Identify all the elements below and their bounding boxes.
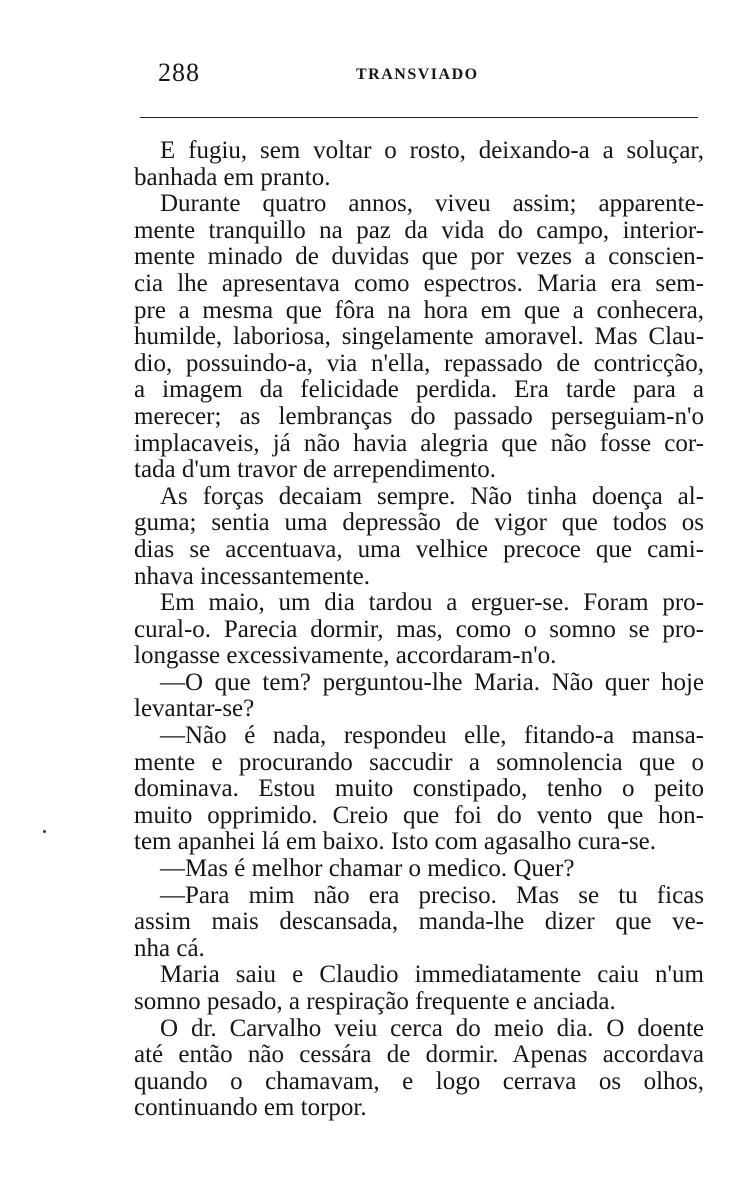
text-line: assim mais descansada, manda-lhe dizer que ve- [134,908,704,936]
running-head [158,58,698,92]
text-line: até então não cessára de dormir. Apenas accordava [134,1041,704,1069]
text-line: guma; sentia uma depressão de vigor que todos os [134,509,704,537]
page-number: 288 [158,58,200,87]
text-line: dominava. Estou muito constipado, tenho o peito [134,775,704,803]
header-rule [140,117,698,118]
text-line: quando o chamavam, e logo cerrava os olhos, [134,1067,704,1095]
text-line: mente tranquillo na paz da vida do campo, interior- [134,216,704,244]
text-line: humilde, laboriosa, singelamente amoravel. Mas Clau- [134,323,704,351]
text-line: continuando em torpor. [134,1094,367,1122]
text-line: muito opprimido. Creio que foi do vento que hon- [134,801,704,829]
text-line: pre a mesma que fôra na hora em que a conhecera, [134,296,704,324]
text-line: merecer; as lembranças do passado perseguiam-n'o [134,402,704,430]
text-line: dias se accentuava, uma velhice precoce que cami- [134,535,704,563]
text-line: mente e procurando saccudir a somnolencia que o [134,748,704,776]
text-line: mente minado de duvidas que por vezes a conscien- [134,243,704,271]
text-line: tada d'um travor de arrependimento. [134,456,496,484]
text-line: tem apanhei lá em baixo. Isto com agasalho cura-se. [134,828,657,856]
text-line: —Para mim não era preciso. Mas se tu ficas [160,881,704,909]
text-line: Em maio, um dia tardou a erguer-se. Foram pro- [160,589,704,617]
text-line: O dr. Carvalho veiu cerca do meio dia. O doente [160,1014,704,1042]
text-line: somno pesado, a respiração frequente e anciada. [134,988,616,1015]
text-line: cural-o. Parecia dormir, mas, como o somno se pro- [134,615,704,643]
text-line: As forças decaiam sempre. Não tinha doença al- [160,482,704,510]
text-line: Durante quatro annos, viveu assim; apparente- [160,190,704,218]
text-line: nha cá. [134,934,205,962]
text-line: levantar-se? [134,695,255,723]
text-line: —O que tem? perguntou-lhe Maria. Não quer hoje [160,668,704,696]
text-line: —Não é nada, respondeu elle, fitando-a mansa- [160,722,704,750]
text-line: implacaveis, já não havia alegria que não fosse cor- [134,429,704,457]
print-speck [43,830,46,833]
body-text [134,138,704,1122]
text-line: longasse excessivamente, accordaram-n'o. [134,642,557,670]
running-title: TRANSVIADO [356,66,479,83]
text-line: a imagem da felicidade perdida. Era tarde para a [134,376,704,404]
text-line: —Mas é melhor chamar o medico. Quer? [160,855,575,883]
text-line: cia lhe apresentava como espectros. Maria era sem- [134,269,704,297]
text-line: E fugiu, sem voltar o rosto, deixando-a a soluçar, [160,137,704,164]
text-line: banhada em pranto. [134,163,331,191]
text-line: dio, possuindo-a, via n'ella, repassado de contricção, [134,349,704,377]
text-line: Maria saiu e Claudio immediatamente caiu n'um [160,961,704,989]
text-line: nhava incessantemente. [134,562,371,590]
